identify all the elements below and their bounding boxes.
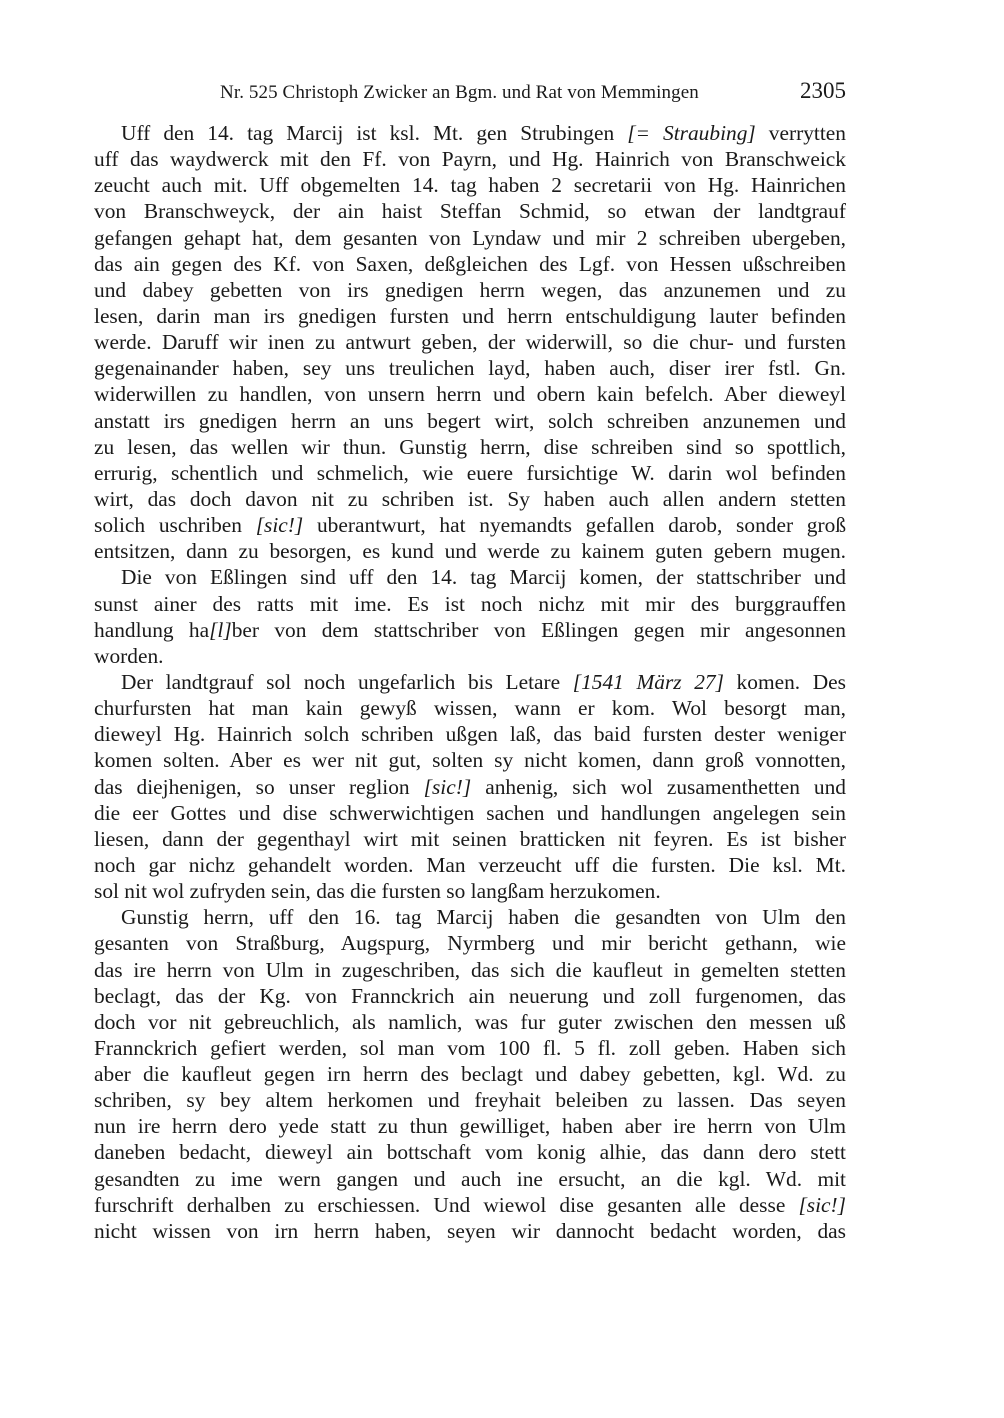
editorial-note: [= Straubing] xyxy=(627,121,756,145)
text-segment: komen. Des xyxy=(723,669,847,694)
text-line xyxy=(94,434,846,460)
text-segment: Uff den 14. tag Marcij ist ksl. Mt. gen Strubingen xyxy=(121,121,628,145)
document-body xyxy=(94,120,846,1244)
text-line xyxy=(94,826,846,852)
text-line xyxy=(94,277,846,303)
text-segment: Frannckrich gefiert werden, sol man vom 100 fl. 5 fl. zoll geben. Haben sich xyxy=(94,1035,846,1060)
text-line xyxy=(94,643,846,669)
text-segment: beclagt, das der Kg. von Frannckrich ain neuerung und zoll furgenomen, das xyxy=(94,983,846,1008)
text-line xyxy=(94,669,846,695)
text-line xyxy=(94,852,846,878)
text-segment: widerwillen zu handlen, von unsern herrn und obern kain befelch. Aber dieweyl xyxy=(94,382,846,407)
text-line xyxy=(94,695,846,721)
text-segment: Der landtgrauf sol noch ungefarlich bis Letare xyxy=(121,669,573,694)
text-line xyxy=(94,747,846,773)
text-segment: doch vor nit gebreuchlich, als namlich, was fur guter zwischen den messen uß xyxy=(94,1009,846,1034)
text-line xyxy=(94,617,846,643)
text-segment: das diejhenigen, so unser reglion xyxy=(94,774,424,799)
text-segment: Gunstig herrn, uff den 16. tag Marcij haben die gesandten von Ulm den xyxy=(121,905,846,930)
page-number: 2305 xyxy=(800,78,846,103)
text-segment: dieweyl Hg. Hainrich solch schriben ußgen laß, das baid fursten dester weniger xyxy=(94,722,846,747)
text-segment: gegenainander haben, sey uns treulichen layd, haben auch, diser irer fstl. Gn. xyxy=(94,356,846,381)
text-line xyxy=(94,1009,846,1035)
text-line xyxy=(94,774,846,800)
text-segment: die eer Gottes und dise schwerwichtigen sachen und handlungen angelegen sein xyxy=(94,800,846,825)
text-segment: und dabey gebetten von irs gnedigen herrn wegen, das anzunemen und zu xyxy=(94,277,846,302)
text-segment: gefangen gehapt hat, dem gesanten von Lyndaw und mir 2 schreiben ubergeben, xyxy=(94,225,846,250)
text-line xyxy=(94,1218,846,1244)
text-line xyxy=(94,1035,846,1061)
text-segment: solich uschriben xyxy=(94,513,256,538)
text-segment: handlung ha xyxy=(94,617,210,642)
text-segment: zu lesen, das wellen wir thun. Gunstig herrn, dise schreiben sind so spottlich, xyxy=(94,434,846,459)
editorial-note: [sic!] xyxy=(423,774,472,799)
text-segment: entsitzen, dann zu besorgen, es kund und werde zu kainem guten gebern mugen. xyxy=(94,539,846,564)
text-segment: uberantwurt, hat nyemandts gefallen darob, sonder groß xyxy=(303,513,847,538)
text-segment: Die von Eßlingen sind uff den 14. tag Marcij komen, der stattschriber und xyxy=(121,565,846,590)
text-line xyxy=(94,904,846,930)
text-segment: verrytten xyxy=(755,121,846,145)
text-segment: noch gar nichz gehandelt worden. Man verzeucht uff die fursten. Die ksl. Mt. xyxy=(94,852,846,877)
text-segment: churfursten hat man kain gewyß wissen, wann er kom. Wol besorgt man, xyxy=(94,696,846,721)
text-line xyxy=(94,564,846,590)
text-segment: werde. Daruff wir inen zu antwurt geben, der widerwill, so die chur- und fursten xyxy=(94,330,846,355)
text-segment: das ire herrn von Ulm in zugeschriben, das sich die kaufleut in gemelten stetten xyxy=(94,957,846,982)
text-segment: nun ire herrn dero yede statt zu thun gewilliget, haben aber ire herrn von Ulm xyxy=(94,1114,846,1139)
text-segment: daneben bedacht, dieweyl ain bottschaft vom konig alhie, das dann dero stett xyxy=(94,1140,846,1165)
text-line xyxy=(94,329,846,355)
editorial-note: [1541 März 27] xyxy=(572,669,724,694)
text-line xyxy=(94,878,846,904)
text-line xyxy=(94,930,846,956)
text-segment: ber von dem stattschriber von Eßlingen gegen mir angesonnen xyxy=(231,617,846,642)
text-line xyxy=(94,120,846,146)
text-segment: worden. xyxy=(94,643,164,668)
text-segment: sol nit wol zufryden sein, das die fursten so langßam herzukomen. xyxy=(94,879,661,904)
text-line xyxy=(94,1139,846,1165)
text-segment: nicht wissen von irn herrn haben, seyen wir dannocht bedacht worden, das xyxy=(94,1218,846,1243)
text-segment: zeucht auch mit. Uff obgemelten 14. tag haben 2 secretarii von Hg. Hainrichen xyxy=(94,173,846,198)
text-segment: liesen, dann der gegenthayl wirt mit seinen bratticken nit feyren. Es ist bisher xyxy=(94,826,846,851)
text-line xyxy=(94,1061,846,1087)
text-segment: anstatt irs gnedigen herrn an uns begert wirt, solch schreiben anzunemen und xyxy=(94,408,846,433)
editorial-note: [sic!] xyxy=(255,513,304,538)
text-line xyxy=(94,1192,846,1218)
text-line xyxy=(94,381,846,407)
text-segment: errurig, schentlich und schmelich, wie euere fursichtige W. darin wol befinden xyxy=(94,460,846,485)
text-line xyxy=(94,1113,846,1139)
text-segment: anhenig, sich wol zusamenthetten und xyxy=(471,774,846,799)
text-line xyxy=(94,355,846,381)
text-line xyxy=(94,591,846,617)
running-head: Nr. 525 Christoph Zwicker an Bgm. und Rat von Memmingen xyxy=(220,82,699,103)
text-line xyxy=(94,486,846,512)
text-segment: uff das waydwerck mit den Ff. von Payrn, und Hg. Hainrich von Branschweick xyxy=(94,147,846,172)
text-line xyxy=(94,172,846,198)
text-line xyxy=(94,146,846,172)
text-segment: furschrift derhalben zu erschiessen. Und wiewol dise gesanten alle desse xyxy=(94,1192,799,1217)
text-line xyxy=(94,251,846,277)
page-header xyxy=(94,78,846,108)
text-segment: das ain gegen des Kf. von Saxen, deßgleichen des Lgf. von Hessen ußschreiben xyxy=(94,251,846,276)
text-line xyxy=(94,460,846,486)
text-line xyxy=(94,198,846,224)
text-segment: gesandten zu ime wern gangen und auch ine ersucht, an die kgl. Wd. mit xyxy=(94,1166,846,1191)
text-line xyxy=(94,512,846,538)
text-line xyxy=(94,1087,846,1113)
text-line xyxy=(94,800,846,826)
text-line xyxy=(94,1166,846,1192)
text-line xyxy=(94,538,846,564)
text-line xyxy=(94,303,846,329)
text-line xyxy=(94,721,846,747)
text-segment: sunst ainer des ratts mit ime. Es ist noch nichz mit mir des burggrauffen xyxy=(94,591,846,616)
text-segment: schriben, sy bey altem herkomen und freyhait beleiben zu lassen. Das seyen xyxy=(94,1088,846,1113)
text-segment: lesen, darin man irs gnedigen fursten und herrn entschuldigung lauter befinden xyxy=(94,303,846,328)
text-line xyxy=(94,408,846,434)
text-segment: von Branschweyck, der ain haist Steffan Schmid, so etwan der landtgrauf xyxy=(94,199,846,224)
text-segment: gesanten von Straßburg, Augspurg, Nyrmberg und mir bericht gethann, wie xyxy=(94,931,846,956)
text-segment: komen solten. Aber es wer nit gut, solten sy nicht komen, dann groß vonnotten, xyxy=(94,748,846,773)
text-segment: wirt, das doch davon nit zu schriben ist. Sy haben auch allen andern stetten xyxy=(94,486,846,511)
editorial-note: [sic!] xyxy=(798,1192,846,1217)
editorial-note: [l] xyxy=(209,617,232,642)
text-segment: aber die kaufleut gegen irn herrn des beclagt und dabey gebetten, kgl. Wd. zu xyxy=(94,1062,846,1087)
text-line xyxy=(94,983,846,1009)
text-line xyxy=(94,957,846,983)
text-line xyxy=(94,225,846,251)
